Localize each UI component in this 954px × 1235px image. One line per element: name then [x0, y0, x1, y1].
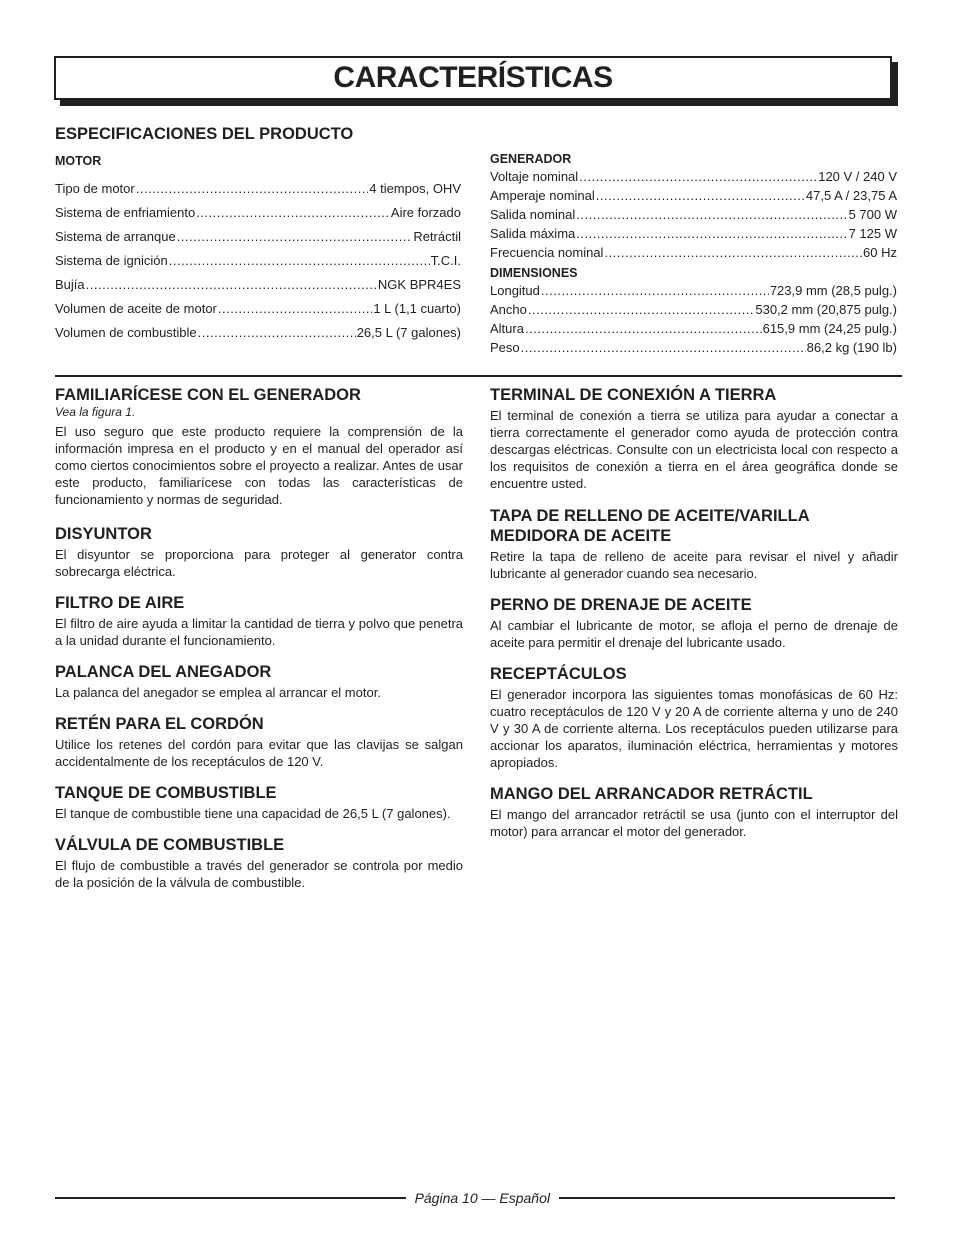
section-body: El tanque de combustible tiene una capacidad de 26,5 L (7 galones). — [55, 806, 451, 821]
spec-value: 615,9 mm (24,25 pulg.) — [762, 321, 897, 336]
spec-label: Bujía — [55, 277, 85, 292]
section-heading: FAMILIARÍCESE CON EL GENERADOR — [55, 386, 361, 404]
feature-section — [490, 664, 898, 771]
spec-value: Retráctil — [413, 229, 461, 244]
dot-leader — [604, 245, 862, 260]
spec-row — [490, 321, 897, 336]
spec-row — [490, 245, 897, 260]
spec-row — [490, 340, 897, 355]
generador-spec-list — [490, 169, 897, 260]
section-heading: PALANCA DEL ANEGADOR — [55, 663, 272, 681]
spec-value: 4 tiempos, OHV — [369, 181, 461, 196]
spec-value: T.C.I. — [430, 253, 461, 268]
feature-section — [55, 783, 463, 822]
spec-row — [55, 325, 461, 340]
section-heading: RECEPTÁCULOS — [490, 665, 627, 683]
dot-leader — [521, 340, 806, 355]
spec-label: Voltaje nominal — [490, 169, 579, 184]
dot-leader — [196, 205, 390, 220]
spec-value: NGK BPR4ES — [377, 277, 461, 292]
dimensiones-heading: DIMENSIONES — [490, 266, 578, 280]
dot-leader — [576, 207, 847, 222]
features-right-column — [490, 385, 898, 840]
dot-leader — [86, 277, 377, 292]
spec-label: Peso — [490, 340, 520, 355]
section-body: El terminal de conexión a tierra se utiliza para ayudar a conectar a tierra correctamente el generador como ayuda de protección contra descargas eléctricas. Consulte con un electricista local con respecto a los requisitos de conexión a tierra en el área geográfica donde se encuentre usted. — [490, 408, 898, 491]
section-body: Retire la tapa de relleno de aceite para revisar el nivel y añadir lubricante al generador cuando sea necesario. — [490, 549, 898, 581]
section-heading: VÁLVULA DE COMBUSTIBLE — [55, 836, 285, 854]
title-box — [54, 56, 892, 100]
feature-section — [490, 385, 898, 492]
specs-heading: ESPECIFICACIONES DEL PRODUCTO — [55, 125, 354, 143]
motor-spec-list — [55, 181, 461, 340]
spec-value: Aire forzado — [390, 205, 461, 220]
dot-leader — [136, 181, 369, 196]
spec-value: 7 125 W — [848, 226, 897, 241]
section-heading: RETÉN PARA EL CORDÓN — [55, 715, 264, 733]
specs-right-column — [490, 152, 897, 355]
figure-reference: Vea la figura 1. — [55, 405, 136, 419]
spec-label: Sistema de enfriamiento — [55, 205, 196, 220]
spec-value: 5 700 W — [848, 207, 897, 222]
spec-value: 47,5 A / 23,75 A — [805, 188, 897, 203]
feature-section — [55, 662, 463, 701]
footer-rule-right — [559, 1197, 895, 1199]
spec-row — [55, 181, 461, 196]
section-body: El flujo de combustible a través del generador se controla por medio de la posición de la válvula de combustible. — [55, 858, 463, 890]
section-heading: MANGO DEL ARRANCADOR RETRÁCTIL — [490, 785, 813, 803]
spec-row — [490, 169, 897, 184]
dimensiones-spec-list — [490, 283, 897, 355]
page-title: CARACTERÍSTICAS — [333, 61, 613, 94]
section-heading: PERNO DE DRENAJE DE ACEITE — [490, 596, 752, 614]
spec-label: Longitud — [490, 283, 540, 298]
spec-row — [490, 302, 897, 317]
spec-row — [490, 283, 897, 298]
spec-row — [490, 207, 897, 222]
dot-leader — [177, 229, 413, 244]
section-body: El filtro de aire ayuda a limitar la cantidad de tierra y polvo que penetra a la unidad durante el funcionamiento. — [55, 616, 463, 648]
spec-label: Volumen de combustible — [55, 325, 197, 340]
section-body: Al cambiar el lubricante de motor, se afloja el perno de drenaje de aceite para permitir el drenaje del lubricante usado. — [490, 618, 898, 650]
section-heading: TAPA DE RELLENO DE ACEITE/VARILLA MEDIDORA DE ACEITE — [490, 507, 810, 545]
feature-section — [55, 714, 463, 770]
section-body: El generador incorpora las siguientes tomas monofásicas de 60 Hz: cuatro receptáculos de 120 V y 20 A de corriente alterna y uno de 240 V y 30 A de corriente alterna. Los receptáculos pueden utilizarse para accionar los aparatos, iluminación eléctrica, herramientas y motores apropiados. — [490, 687, 898, 770]
section-body: El uso seguro que este producto requiere la comprensión de la información impresa en el producto y en el manual del operador así como ciertos conocimientos sobre el proyecto a realizar. Antes de usar este producto, familiarícese con todas las características de funcionamiento y normas de seguridad. — [55, 424, 463, 507]
feature-section — [55, 385, 463, 508]
spec-row — [55, 205, 461, 220]
spec-value: 120 V / 240 V — [818, 169, 897, 184]
spec-row — [55, 277, 461, 292]
section-divider — [55, 375, 902, 377]
spec-row — [490, 188, 897, 203]
spec-row — [55, 301, 461, 316]
spec-value: 1 L (1,1 cuarto) — [373, 301, 461, 316]
dot-leader — [596, 188, 805, 203]
footer-rule-left — [55, 1197, 406, 1199]
feature-section — [55, 593, 463, 649]
dot-leader — [541, 283, 769, 298]
specs-left-column — [55, 124, 461, 340]
dot-leader — [576, 226, 847, 241]
spec-row — [490, 226, 897, 241]
feature-section — [490, 506, 898, 582]
spec-label: Altura — [490, 321, 524, 336]
feature-section — [55, 524, 463, 580]
section-heading: DISYUNTOR — [55, 525, 152, 543]
dot-leader — [525, 321, 762, 336]
page-title-banner — [54, 56, 892, 100]
spec-label: Sistema de ignición — [55, 253, 168, 268]
dot-leader — [218, 301, 372, 316]
section-body: El disyuntor se proporciona para proteger al generator contra sobrecarga eléctrica. — [55, 547, 463, 579]
spec-label: Amperaje nominal — [490, 188, 595, 203]
spec-label: Salida máxima — [490, 226, 576, 241]
spec-row — [55, 253, 461, 268]
footer-page-label: Página 10 — Español — [414, 1190, 550, 1206]
feature-section — [490, 784, 898, 840]
dot-leader — [579, 169, 817, 184]
dot-leader — [169, 253, 430, 268]
spec-label: Volumen de aceite de motor — [55, 301, 217, 316]
section-body: El mango del arrancador retráctil se usa (junto con el interruptor del motor) para arrancar el motor del generador. — [490, 807, 898, 839]
section-body: Utilice los retenes del cordón para evitar que las clavijas se salgan accidentalmente de los receptáculos de 120 V. — [55, 737, 463, 769]
spec-value: 530,2 mm (20,875 pulg.) — [755, 302, 897, 317]
dot-leader — [528, 302, 754, 317]
spec-value: 60 Hz — [863, 245, 897, 260]
section-heading: TANQUE DE COMBUSTIBLE — [55, 784, 277, 802]
spec-value: 26,5 L (7 galones) — [356, 325, 461, 340]
spec-label: Sistema de arranque — [55, 229, 176, 244]
spec-label: Ancho — [490, 302, 527, 317]
features-left-column — [55, 385, 463, 891]
generador-heading: GENERADOR — [490, 152, 572, 166]
page-footer — [55, 1188, 895, 1208]
section-heading: TERMINAL DE CONEXIÓN A TIERRA — [490, 386, 777, 404]
dot-leader — [198, 325, 356, 340]
section-heading: FILTRO DE AIRE — [55, 594, 185, 612]
spec-label: Tipo de motor — [55, 181, 135, 196]
motor-heading: MOTOR — [55, 154, 102, 168]
feature-section — [490, 595, 898, 651]
spec-row — [55, 229, 461, 244]
spec-value: 723,9 mm (28,5 pulg.) — [769, 283, 897, 298]
feature-section — [55, 835, 463, 891]
spec-value: 86,2 kg (190 lb) — [806, 340, 897, 355]
spec-label: Frecuencia nominal — [490, 245, 604, 260]
section-body: La palanca del anegador se emplea al arrancar el motor. — [55, 685, 381, 700]
spec-label: Salida nominal — [490, 207, 576, 222]
